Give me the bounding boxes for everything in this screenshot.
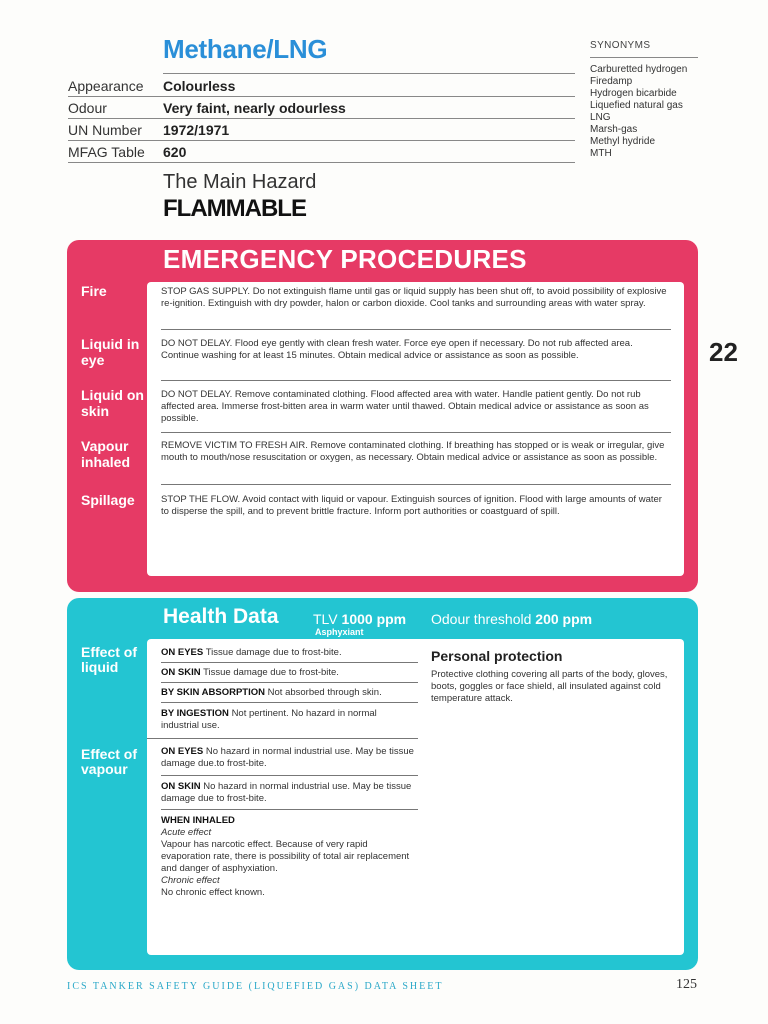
synonym-item: Marsh-gas [590, 124, 638, 135]
page-title: Methane/LNG [163, 34, 328, 64]
property-row [68, 75, 575, 97]
vapour-on-eyes [161, 746, 416, 770]
item-heading: WHEN INHALED [161, 815, 235, 826]
item-heading: BY SKIN ABSORPTION [161, 687, 265, 698]
emergency-text-spillage: STOP THE FLOW. Avoid contact with liquid or vapour. Extinguish sources of ignition. Flood with large amounts of water to disperse the spill, and to prevent brittle fracture. Inform port authorities or coastguard of spill. [161, 494, 662, 517]
vapour-on-skin [161, 781, 416, 805]
property-value: Very faint, nearly odourless [163, 99, 346, 116]
synonym-item: Firedamp [590, 76, 633, 87]
effect-of-vapour-label: Effect of vapour [81, 746, 137, 777]
synonyms-list [590, 64, 687, 160]
divider [161, 484, 671, 485]
liquid-ingestion [161, 708, 416, 732]
liquid-skin-absorption [161, 687, 416, 699]
property-value: 620 [163, 143, 187, 160]
emergency-text-liquid-skin: DO NOT DELAY. Remove contaminated clothing. Flood affected area with water. Handle patient gently. Do not rub affected area. Immerse frost-bitten area in warm water until thawed. Obtain medical advice or assistance as soon as possible. [161, 389, 649, 424]
health-title: Health Data [163, 605, 279, 628]
liquid-on-skin [161, 667, 416, 679]
emergency-label-spillage: Spillage [81, 492, 135, 508]
emergency-label-liquid-skin: Liquid on skin [81, 387, 144, 419]
emergency-text-fire: STOP GAS SUPPLY. Do not extinguish flame until gas or liquid supply has been shut off, to avoid possibility of explosive re-ignition. Extinguish with dry powder, halon or carbon dioxide. Cool tanks and surrounding areas with water spray. [161, 286, 667, 309]
synonym-item: Methyl hydride [590, 136, 656, 147]
divider [161, 809, 418, 810]
emergency-text-vapour-inhaled: REMOVE VICTIM TO FRESH AIR. Remove contaminated clothing. If breathing has stopped or is weak or irregular, give mouth to mouth/nose resuscitation or oxygen, as necessary. Obtain medical advice or assistance as soon as possible. [161, 440, 665, 463]
emergency-title: EMERGENCY PROCEDURES [163, 244, 527, 274]
emergency-procedures-panel [67, 240, 698, 592]
footer-text: ICS TANKER SAFETY GUIDE (LIQUEFIED GAS) DATA SHEET [67, 981, 444, 992]
synonyms-heading: SYNONYMS [590, 40, 651, 51]
item-text: Not pertinent. No hazard in normal industrial use. [161, 708, 377, 731]
synonym-item: LNG [590, 112, 611, 123]
item-heading: ON EYES [161, 746, 204, 757]
emergency-label-fire: Fire [81, 283, 107, 299]
tlv-value [313, 611, 406, 627]
synonyms-divider [590, 57, 698, 58]
item-text: No hazard in normal industrial use. May be tissue damage due.to frost-bite. [161, 746, 414, 769]
personal-protection-text: Protective clothing covering all parts of the body, gloves, boots, goggles or face shield, all insulated against cold temperature attack. [431, 669, 668, 704]
property-label: Appearance [68, 77, 144, 94]
chronic-effect-label: Chronic effect [161, 875, 220, 886]
synonym-item: MTH [590, 148, 612, 159]
personal-protection-title: Personal protection [431, 648, 563, 664]
property-value: Colourless [163, 77, 236, 94]
odour-threshold [431, 611, 592, 627]
properties-table [68, 75, 575, 163]
item-text: Tissue damage due to frost-bite. [205, 647, 342, 658]
divider [161, 682, 418, 683]
item-text: No hazard in normal industrial use. May be tissue damage due to frost-bite. [161, 781, 412, 804]
health-card [147, 639, 684, 955]
divider [161, 702, 418, 703]
item-heading: BY INGESTION [161, 708, 229, 719]
synonym-item: Hydrogen bicarbide [590, 88, 677, 99]
property-label: UN Number [68, 121, 142, 138]
divider [161, 775, 418, 776]
emergency-label-vapour-inhaled: Vapour inhaled [81, 438, 131, 470]
divider [161, 380, 671, 381]
divider [161, 329, 671, 330]
liquid-on-eyes [161, 647, 416, 659]
property-row [68, 97, 575, 119]
title-divider [163, 73, 575, 74]
emergency-label-liquid-eye: Liquid in eye [81, 336, 140, 368]
emergency-text-liquid-eye: DO NOT DELAY. Flood eye gently with clean fresh water. Force eye open if necessary. Do not rub affected area. Continue washing for at least 15 minutes. Obtain medical advice or assistance as soon as possible. [161, 338, 633, 361]
tlv-note: Asphyxiant [315, 627, 364, 637]
divider [147, 738, 418, 739]
divider [161, 662, 418, 663]
synonym-item: Liquefied natural gas [590, 100, 683, 111]
property-row [68, 141, 575, 163]
property-label: MFAG Table [68, 143, 145, 160]
item-text: Not absorbed through skin. [267, 687, 382, 698]
acute-effect-label: Acute effect [161, 827, 212, 838]
tlv-prefix: TLV [313, 611, 338, 627]
tlv-number: 1000 ppm [341, 611, 407, 627]
property-row [68, 119, 575, 141]
divider [161, 432, 671, 433]
item-text: Tissue damage due to frost-bite. [203, 667, 339, 678]
item-heading: ON SKIN [161, 667, 201, 678]
odour-prefix: Odour threshold [431, 611, 532, 627]
item-heading: ON SKIN [161, 781, 201, 792]
emergency-card [147, 282, 684, 576]
acute-effect-text: Vapour has narcotic effect. Because of very rapid evaporation rate, there is possibility of total air replacement and danger of asphyxiation. [161, 839, 410, 874]
item-heading: ON EYES [161, 647, 204, 658]
vapour-when-inhaled [161, 815, 416, 899]
property-value: 1972/1971 [163, 121, 230, 138]
odour-number: 200 ppm [535, 611, 593, 627]
synonym-item: Carburetted hydrogen [590, 64, 688, 75]
main-hazard-value: FLAMMABLE [163, 195, 306, 222]
main-hazard-label: The Main Hazard [163, 171, 317, 193]
page-number: 125 [676, 977, 697, 992]
section-tab-number: 22 [709, 337, 738, 367]
property-label: Odour [68, 99, 107, 116]
effect-of-liquid-label: Effect of liquid [81, 644, 137, 675]
health-data-panel [67, 598, 698, 970]
chronic-effect-text: No chronic effect known. [161, 887, 265, 898]
